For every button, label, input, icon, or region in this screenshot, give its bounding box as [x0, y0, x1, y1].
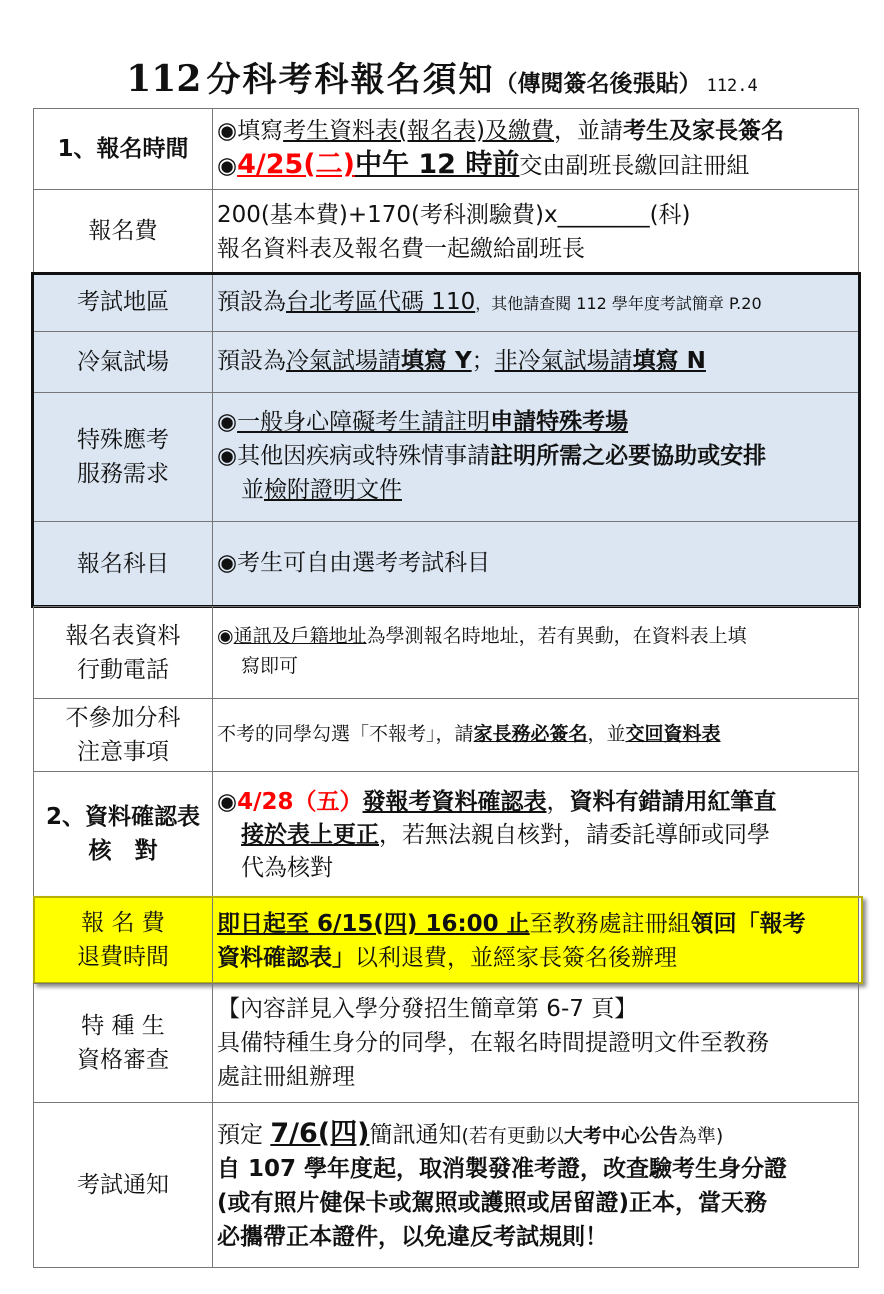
- text: (科): [649, 202, 691, 228]
- label-text: [77, 1009, 169, 1077]
- row-content: [213, 109, 858, 189]
- text: ，若無法親自核對，請委託導師或同學: [379, 822, 770, 848]
- row-content: [213, 984, 858, 1102]
- text: 即日起至 6/15(四) 16:00 止: [217, 911, 530, 937]
- row-registration-time: [33, 108, 859, 190]
- text: 接於表上更正: [241, 822, 379, 848]
- text: 注意事項: [77, 739, 169, 765]
- label-text: [66, 619, 181, 687]
- row-label: [34, 332, 213, 392]
- label-text: 考試通知: [77, 1172, 169, 1198]
- row-label: [34, 273, 213, 331]
- row-not-participating: [33, 698, 859, 772]
- text: ◉: [217, 625, 234, 647]
- text: 不考的同學勾選「不報考」，請: [217, 723, 474, 745]
- content-line: [217, 621, 858, 651]
- text: 特殊應考: [77, 427, 169, 453]
- text: 報名表資料: [65, 622, 181, 649]
- text: 交由副班長繳回註冊組: [519, 153, 750, 179]
- content-line: [217, 115, 858, 148]
- content-line: [217, 439, 858, 473]
- text: ；: [471, 348, 495, 374]
- text: 服務需求: [77, 461, 169, 487]
- text: 申請特殊考場: [490, 409, 629, 435]
- text: 一般身心障礙考生請註明: [237, 409, 491, 435]
- text: 冷氣試場請: [286, 348, 401, 374]
- text: ◉填寫: [217, 118, 284, 144]
- row-label: [34, 1103, 213, 1267]
- row-special-service: [33, 392, 859, 522]
- text: 通訊及戶籍地址: [233, 625, 367, 647]
- text: 至教務處註冊組: [529, 911, 691, 937]
- text: 4/28（五）: [237, 789, 363, 815]
- label-text: 1、報名時間: [57, 136, 189, 162]
- content-line: [217, 786, 858, 819]
- text: 200(基本費)+170(考科測驗費)x: [217, 202, 558, 228]
- content-line: 自 107 學年度起，取消製發准考證，改查驗考生身分證: [217, 1156, 788, 1182]
- row-content: [213, 699, 858, 771]
- label-text: [66, 701, 181, 769]
- content-line: 寫即可: [241, 655, 299, 677]
- row-exam-notice: [33, 1102, 859, 1268]
- label-text: 報名科目: [77, 551, 169, 577]
- text: 大考中心公告: [563, 1125, 678, 1147]
- text: 非冷氣試場請: [494, 348, 633, 374]
- content-line: [217, 198, 858, 232]
- text: 行動電話: [77, 656, 169, 683]
- text: 考生資料表(報名表)及繳費: [283, 118, 555, 144]
- text: 交回資料表: [625, 723, 721, 745]
- text: ，其他請查閱 112 學年度考試簡章 P.20: [475, 294, 762, 313]
- row-content: [213, 273, 858, 331]
- row-air-conditioning: [33, 331, 859, 393]
- content-line: 報名資料表及報名費一起繳給副班長: [217, 236, 585, 262]
- text: 2、資料確認表: [45, 804, 200, 830]
- text: 以利退費，並經家長簽名後辦理: [355, 945, 677, 971]
- text: 為學測報名時地址，若有異動，在資料表上填: [366, 625, 747, 647]
- text: 領回「報考: [690, 911, 806, 937]
- label-text: [46, 800, 200, 868]
- text: ，並: [587, 723, 626, 745]
- content-line: [217, 819, 858, 852]
- text: 台北考區代碼 110: [286, 289, 476, 315]
- label-text: [77, 423, 169, 491]
- label-text: 報名費: [88, 218, 158, 244]
- text: 檢附證明文件: [264, 477, 402, 503]
- row-label: [34, 522, 213, 606]
- label-text: 冷氣試場: [77, 349, 169, 375]
- title-text: 分科考科報名須知: [206, 60, 495, 100]
- text: 發報考資料確認表: [362, 789, 547, 815]
- row-content: [213, 522, 858, 606]
- row-label: [34, 190, 213, 272]
- text: 預定: [217, 1122, 271, 1148]
- text: 並: [241, 477, 264, 503]
- row-registration-fee: [33, 189, 859, 273]
- text: 考生及家長簽名: [623, 118, 785, 144]
- content-line: (或有照片健保卡或駕照或護照或居留證)正本，當天務: [217, 1190, 768, 1216]
- row-label: [34, 607, 213, 698]
- label-text: 考試地區: [77, 289, 169, 315]
- content-line: 處註冊組辦理: [217, 1064, 355, 1090]
- row-content: [213, 1103, 858, 1267]
- row-label: [34, 772, 213, 896]
- text: 家長務必簽名: [473, 723, 588, 745]
- content-line: 必攜帶正本證件，以免違反考試規則！: [217, 1224, 608, 1250]
- row-content: [213, 190, 858, 272]
- text: 資料確認表」: [217, 945, 355, 971]
- text: ◉: [217, 409, 238, 435]
- content-line: [217, 1117, 858, 1152]
- deadline-time: 中午 12 時前: [354, 149, 520, 180]
- text: 預設為: [217, 289, 286, 315]
- text: 不參加分科: [65, 705, 181, 731]
- row-data-confirmation: [33, 771, 859, 897]
- row-content: [213, 393, 858, 521]
- content-line: ◉考生可自由選考考試科目: [217, 550, 491, 576]
- text: 填寫 Y: [401, 348, 472, 374]
- title-date: 112.4: [706, 76, 758, 96]
- row-content: [213, 772, 858, 896]
- text: 7/6(四): [270, 1118, 370, 1149]
- text: ，: [546, 789, 570, 815]
- content-line: [217, 148, 858, 183]
- row-label: [34, 393, 213, 521]
- deadline-date: 4/25(二): [237, 149, 355, 180]
- text: 核 對: [88, 838, 158, 864]
- row-label: [34, 109, 213, 189]
- row-content: [213, 332, 858, 392]
- text: 預設為: [217, 348, 286, 374]
- content-line: [217, 907, 858, 941]
- row-refund-time: [33, 896, 859, 984]
- blank-field: ________: [557, 202, 650, 228]
- row-label: [34, 984, 213, 1102]
- content-line: 具備特種生身分的同學，在報名時間提證明文件至教務: [217, 1030, 769, 1056]
- row-label: [34, 897, 213, 983]
- row-content: [213, 897, 858, 983]
- content-line: [217, 473, 858, 507]
- page-title: [0, 52, 884, 101]
- text: 退費時間: [77, 944, 169, 970]
- row-exam-subjects: [33, 521, 859, 607]
- text: ◉其他因疾病或特殊情事請: [217, 443, 491, 469]
- text: 資料有錯請用紅筆直: [569, 789, 777, 815]
- text: (若有更動以: [461, 1125, 564, 1147]
- row-contact-info: [33, 606, 859, 699]
- label-text: [77, 906, 169, 974]
- text: 填寫 N: [632, 348, 706, 374]
- row-label: [34, 699, 213, 771]
- content-line: [217, 941, 858, 975]
- text: ，並請: [554, 118, 624, 144]
- content-line: 【內容詳見入學分發招生簡章第 6-7 頁】: [217, 996, 638, 1022]
- text: ◉: [217, 789, 238, 815]
- text: 註明所需之必要協助或安排: [490, 443, 767, 469]
- text: 報 名 費: [81, 910, 165, 936]
- text: 資格審查: [77, 1047, 169, 1073]
- title-note: （傳閱簽名後張貼）: [494, 70, 702, 97]
- text: 特 種 生: [81, 1013, 165, 1039]
- content-line: 代為核對: [241, 855, 333, 881]
- row-special-student: [33, 983, 859, 1103]
- row-exam-area: [33, 272, 859, 332]
- title-number: 112: [126, 58, 202, 100]
- text: 簡訊通知: [369, 1122, 462, 1148]
- content-line: [217, 405, 858, 439]
- text: ◉: [217, 153, 238, 179]
- row-content: [213, 607, 858, 698]
- text: 為準): [677, 1125, 724, 1147]
